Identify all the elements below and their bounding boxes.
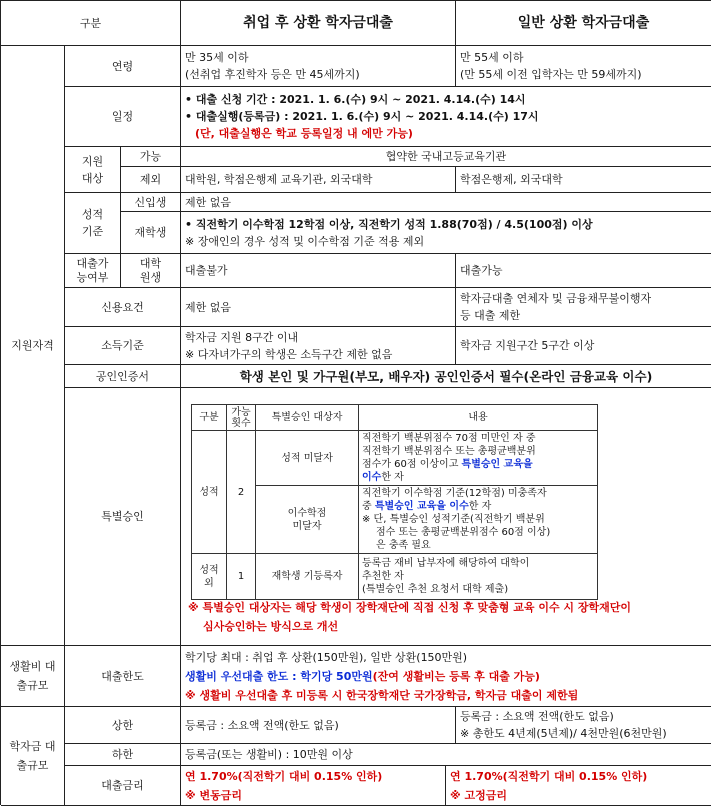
special-approval-table (191, 404, 598, 600)
st-other-category (192, 554, 227, 600)
st-other-count: 1 (227, 554, 256, 600)
target-label-line2: 대상 (81, 171, 104, 185)
grade-label-line1: 성적 (81, 208, 104, 221)
age-col2-line1: 만 55세 이하 (460, 51, 524, 64)
living-line1: 학기당 최대 : 취업 후 상환(150만원), 일반 상환(150만원) (185, 650, 468, 664)
grad-loan-label-line2: 능여부 (76, 270, 109, 284)
credit-col1: 제한 없음 (181, 288, 456, 327)
age-col2 (456, 46, 711, 87)
st-row3-line2: 추천한 자 (362, 571, 404, 582)
st-row2-line1: 직전학기 이수학점 기준(12학점) 미충족자 (362, 488, 547, 499)
grad-loan-label (65, 254, 121, 288)
rate-col2-line1: 연 1.70%(직전학기 대비 0.15% 인하) (450, 769, 648, 783)
st-row1-line4: 한 자 (381, 472, 404, 483)
credit-label: 신용요건 (65, 288, 181, 327)
rate-col1-line1: 연 1.70%(직전학기 대비 0.15% 인하) (185, 769, 383, 783)
special-note (188, 598, 711, 636)
living-warning: ※ 생활비 우선대출 후 미등록 시 한국장학재단 국가장학금, 학자금 대출이 제한됨 (185, 688, 579, 702)
grad-loan-sub (121, 254, 181, 288)
living-priority-note: (잔여 생활비는 등록 후 대출 가능) (372, 669, 540, 683)
group-eligibility: 지원자격 (1, 46, 65, 646)
target-label-line1: 지원 (81, 154, 104, 168)
rate-col1-line2: ※ 변동금리 (185, 788, 243, 802)
age-col1-line2: (선취업 후진학자 등은 만 45세까지) (185, 68, 360, 81)
rate-col2 (446, 766, 711, 806)
grad-loan-col1: 대출불가 (181, 254, 456, 288)
schedule-exec-period: : 2021. 1. 6.(수) 9시 ~ 2021. 4.14.(수) 17시 (280, 110, 539, 123)
st-row3-content (359, 554, 598, 600)
schedule-apply-label: • 대출 신청 기간 (185, 93, 268, 106)
upper-col2-line2: ※ 총한도 4년제(5년제)/ 4천만원(6천만원) (460, 727, 667, 740)
schedule-label: 일정 (65, 87, 181, 147)
rate-col1 (181, 766, 446, 806)
credit-col2-line2: 등 대출 제한 (460, 309, 521, 322)
st-row1-content (359, 431, 598, 486)
st-header-count (227, 405, 256, 431)
special-value (181, 388, 711, 646)
grad-loan-sub-line2: 원생 (139, 270, 162, 284)
grade-enrolled-value (181, 212, 711, 254)
st-row2-line2-a: 중 (362, 501, 375, 512)
st-row3-line1: 등록금 재비 납부자에 해당하여 대학이 (362, 558, 530, 569)
st-header-category: 구분 (192, 405, 227, 431)
grad-loan-label-line1: 대출가 (76, 256, 109, 270)
target-excluded-col1: 대학원, 학점은행제 교육기관, 외국대학 (181, 167, 456, 193)
st-row1-line1: 직전학기 백분위점수 70점 미만인 자 중 (362, 433, 536, 444)
schedule-note: (단, 대출실행은 학교 등록일정 내 에만 가능) (195, 127, 413, 140)
st-row2-line5: 은 충족 필요 (376, 540, 431, 551)
st-row2-content (359, 486, 598, 554)
st-row2-target-line1: 이수학점 (287, 507, 327, 519)
group-living: 생활비 대출규모 (1, 646, 65, 707)
upper-col2-line1: 등록금 : 소요액 전액(한도 없음) (460, 710, 614, 723)
grade-enrolled-line1: • 직전학기 이수학점 12학점 이상, 직전학기 성적 1.88(70점) / 4.5(100점) 이상 (185, 217, 593, 231)
special-note-line1: ※ 특별승인 대상자는 해당 학생이 장학재단에 직접 신청 후 맞춤형 교육 이수 시 장학재단이 (188, 601, 632, 614)
grade-enrolled-line2: ※ 장애인의 경우 성적 및 이수학점 기준 적용 제외 (185, 234, 425, 248)
age-col1-line1: 만 35세 이하 (185, 51, 249, 64)
schedule-apply-period: : 2021. 1. 6.(수) 9시 ~ 2021. 4.14.(수) 14시 (267, 93, 526, 106)
target-excluded-col2: 학점은행제, 외국대학 (456, 167, 711, 193)
st-row3-line3: (특별승인 추천 요청서 대학 제출) (362, 584, 509, 595)
group-tuition: 학자금 대출규모 (1, 707, 65, 806)
living-priority-limit: 생활비 우선대출 한도 : 학기당 50만원 (185, 669, 373, 683)
living-value (181, 646, 711, 707)
income-col1-line1: 학자금 지원 8구간 이내 (185, 330, 299, 344)
st-row1-line2: 직전학기 백분위점수 또는 총평균백분위 (362, 446, 536, 457)
cert-label: 공인인증서 (65, 365, 181, 388)
st-row3-target: 재학생 기등록자 (256, 554, 359, 600)
upper-col1: 등록금 : 소요액 전액(한도 없음) (181, 707, 456, 744)
special-label: 특별승인 (65, 388, 181, 646)
st-header-count-line1: 가능 (231, 406, 251, 418)
st-row2-target-line2: 미달자 (292, 520, 322, 532)
header-category: 구분 (1, 1, 181, 46)
upper-label: 상한 (65, 707, 181, 744)
st-row2-line2-highlight: 특별승인 교육을 이수 (374, 501, 469, 512)
living-label: 대출한도 (65, 646, 181, 707)
st-row1-line4-highlight: 이수 (362, 472, 382, 483)
income-col1-line2: ※ 다자녀가구의 학생은 소득구간 제한 없음 (185, 347, 393, 361)
rate-label: 대출금리 (65, 766, 181, 806)
st-header-count-line2: 횟수 (231, 417, 251, 429)
age-col1 (181, 46, 456, 87)
target-possible-label: 가능 (121, 147, 181, 167)
st-row2-line4: 점수 또는 총평균백분위점수 60점 이상) (376, 527, 551, 538)
grade-enrolled-label: 재학생 (121, 212, 181, 254)
st-row2-line2-b: 한 자 (468, 501, 492, 512)
schedule-value (181, 87, 711, 147)
st-row1-target: 성적 미달자 (256, 431, 359, 486)
grad-loan-sub-line1: 대학 (139, 256, 162, 270)
age-label: 연령 (65, 46, 181, 87)
header-col2: 일반 상환 학자금대출 (456, 1, 711, 46)
income-col2: 학자금 지원구간 5구간 이상 (456, 327, 711, 365)
income-col1 (181, 327, 456, 365)
grade-label-line2: 기준 (81, 225, 104, 238)
lower-label: 하한 (65, 744, 181, 766)
cert-value: 학생 본인 및 가구원(부모, 배우자) 공인인증서 필수(온라인 금융교육 이수) (181, 365, 711, 388)
credit-col2-line1: 학자금대출 연체자 및 금융채무불이행자 (460, 292, 652, 305)
st-row1-line3-highlight: 특별승인 교육을 (461, 459, 533, 470)
st-other-category-line2: 외 (204, 577, 214, 589)
grad-loan-col2: 대출가능 (456, 254, 711, 288)
target-excluded-label: 제외 (121, 167, 181, 193)
schedule-exec-label: • 대출실행(등록금) (185, 110, 281, 123)
st-row1-line3: 점수가 60점 이상이고 (362, 459, 462, 470)
header-col1: 취업 후 상환 학자금대출 (181, 1, 456, 46)
st-other-category-line1: 성적 (199, 564, 219, 576)
st-header-content: 내용 (359, 405, 598, 431)
grade-freshman-value: 제한 없음 (181, 193, 711, 212)
st-row2-line3: ※ 단, 특별승인 성적기준(직전학기 백분위 (362, 514, 545, 525)
lower-value: 등록금(또는 생활비) : 10만원 이상 (181, 744, 711, 766)
st-row2-target (256, 486, 359, 554)
rate-col2-line2: ※ 고정금리 (450, 788, 508, 802)
grade-label (65, 193, 121, 254)
age-col2-line2: (만 55세 이전 입학자는 만 59세까지) (460, 68, 642, 81)
target-possible-value: 협약한 국내고등교육기관 (181, 147, 711, 167)
grade-freshman-label: 신입생 (121, 193, 181, 212)
special-note-line2: 심사승인하는 방식으로 개선 (203, 620, 339, 633)
target-label (65, 147, 121, 193)
st-grade-count: 2 (227, 431, 256, 554)
upper-col2 (456, 707, 711, 744)
credit-col2 (456, 288, 711, 327)
income-label: 소득기준 (65, 327, 181, 365)
st-grade-category: 성적 (192, 431, 227, 554)
st-header-target: 특별승인 대상자 (256, 405, 359, 431)
